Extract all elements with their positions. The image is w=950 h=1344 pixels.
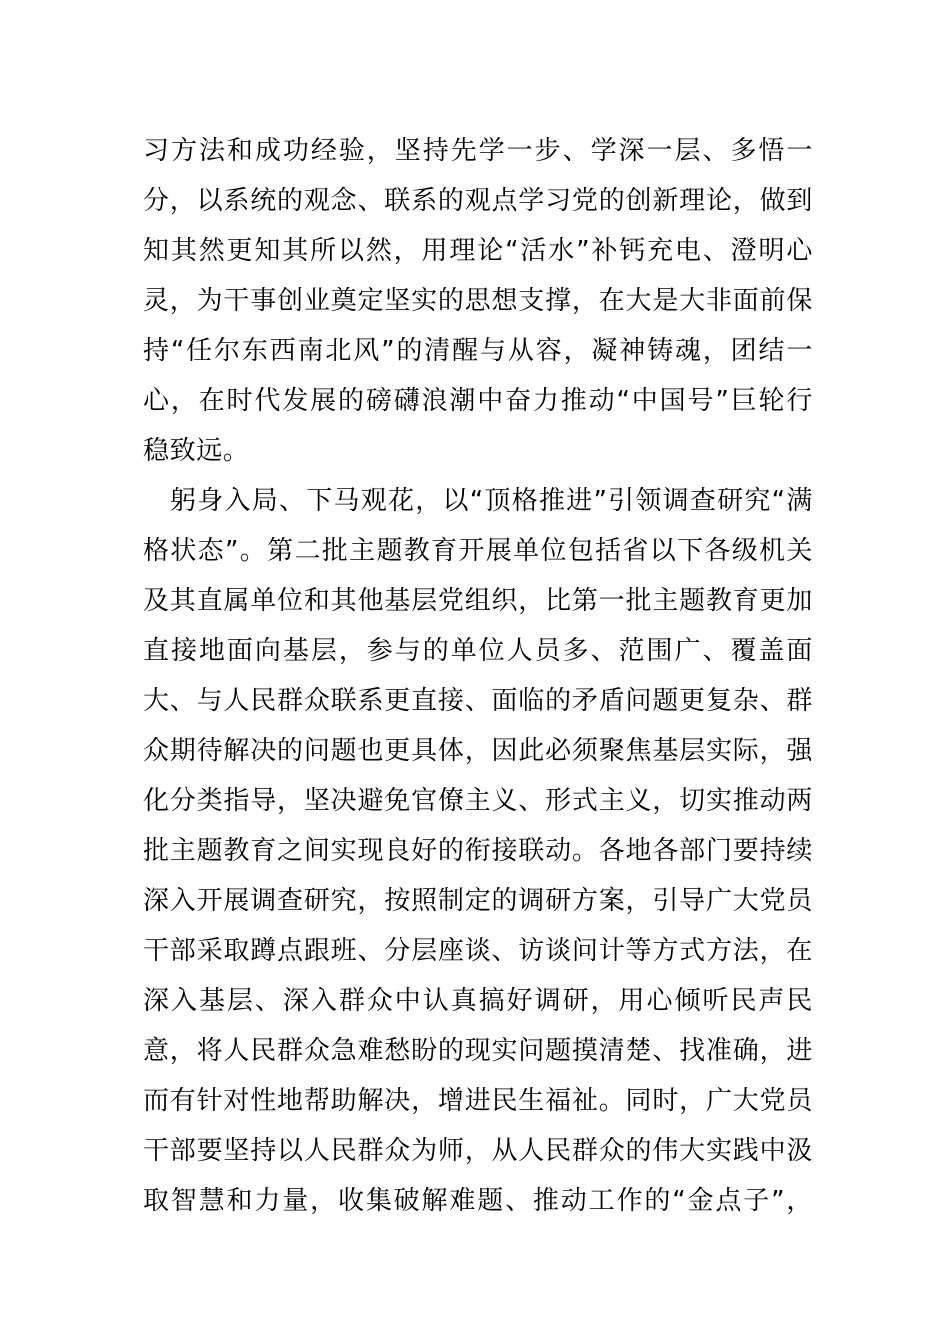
text-line: 干部要坚持以人民群众为师，从人民群众的伟大实践中汲 <box>143 1136 813 1166</box>
text-line: 干部采取蹲点跟班、分层座谈、访谈问计等方式方法，在 <box>143 936 813 966</box>
text-line: 分，以系统的观念、联系的观点学习党的创新理论，做到 <box>143 186 813 216</box>
text-line: 灵，为干事创业奠定坚实的思想支撑，在大是大非面前保 <box>143 286 813 316</box>
text-line: 化分类指导，坚决避免官僚主义、形式主义，切实推动两 <box>143 786 813 816</box>
text-line: 批主题教育之间实现良好的衔接联动。各地各部门要持续 <box>143 836 813 866</box>
text-line: 知其然更知其所以然，用理论“活水”补钙充电、澄明心 <box>143 236 813 266</box>
text-line: 心，在时代发展的磅礴浪潮中奋力推动“中国号”巨轮行 <box>143 386 813 416</box>
text-line: 而有针对性地帮助解决，增进民生福祉。同时，广大党员 <box>143 1086 813 1116</box>
text-line: 大、与人民群众联系更直接、面临的矛盾问题更复杂、群 <box>143 686 813 716</box>
paragraph-first-line: 躬身入局、下马观花，以“顶格推进”引领调查研究“满 <box>170 486 813 516</box>
text-line: 取智慧和力量，收集破解难题、推动工作的“金点子”， <box>143 1186 813 1216</box>
paragraph-end-line: 稳致远。 <box>143 436 250 466</box>
text-line: 深入基层、深入群众中认真搞好调研，用心倾听民声民 <box>143 986 813 1016</box>
text-line: 持“任尔东西南北风”的清醒与从容，凝神铸魂，团结一 <box>143 336 813 366</box>
text-line: 习方法和成功经验，坚持先学一步、学深一层、多悟一 <box>143 136 813 166</box>
text-line: 格状态”。第二批主题教育开展单位包括省以下各级机关 <box>143 536 813 566</box>
text-line: 及其直属单位和其他基层党组织，比第一批主题教育更加 <box>143 586 813 616</box>
text-line: 意，将人民群众急难愁盼的现实问题摸清楚、找准确，进 <box>143 1036 813 1066</box>
text-line: 众期待解决的问题也更具体，因此必须聚焦基层实际，强 <box>143 736 813 766</box>
text-line: 直接地面向基层，参与的单位人员多、范围广、覆盖面 <box>143 636 813 666</box>
text-line: 深入开展调查研究，按照制定的调研方案，引导广大党员 <box>143 886 813 916</box>
